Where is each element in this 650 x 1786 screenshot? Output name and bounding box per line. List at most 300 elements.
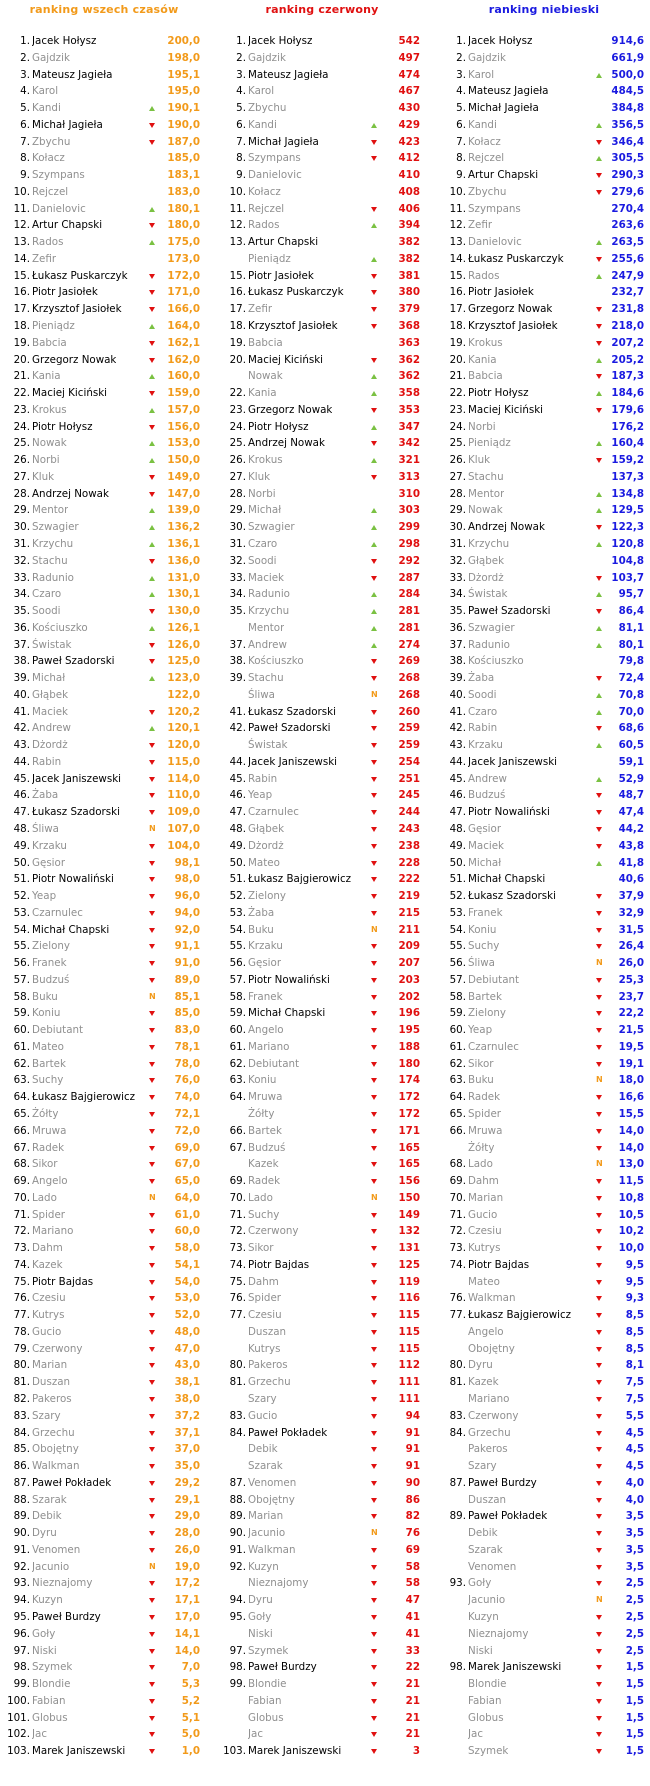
triangle-up-icon: [149, 592, 155, 597]
player-score: 207,2: [611, 336, 644, 349]
player-name: Stachu: [32, 554, 68, 567]
rank-number: 2.: [456, 51, 466, 64]
rank-number: 103.: [7, 1745, 30, 1758]
player-name: Kuzyn: [248, 1560, 279, 1573]
player-score: 2,5: [625, 1644, 644, 1657]
table-row: [6, 1156, 202, 1173]
table-row: [442, 318, 646, 335]
table-row: [6, 385, 202, 402]
triangle-down-icon: [149, 1347, 155, 1352]
table-row: [442, 804, 646, 821]
player-score: 125: [398, 1258, 420, 1271]
player-score: 429: [398, 118, 420, 131]
triangle-down-icon: [371, 1716, 377, 1721]
player-name: Michał: [32, 672, 66, 685]
player-name: Obojętny: [248, 1493, 295, 1506]
table-row: [442, 33, 646, 50]
player-name: Łukasz Puskarczyk: [468, 252, 564, 265]
triangle-down-icon: [149, 1699, 155, 1704]
player-name: Piotr Jasiołek: [248, 269, 314, 282]
triangle-down-icon: [596, 1514, 602, 1519]
triangle-up-icon: [596, 73, 602, 78]
player-score: 179,6: [611, 403, 644, 416]
rank-number: 73.: [229, 1242, 246, 1255]
table-row: [6, 1056, 202, 1073]
triangle-down-icon: [371, 1632, 377, 1637]
rank-number: 49.: [13, 839, 30, 852]
triangle-up-icon: [596, 861, 602, 866]
table-row: [222, 838, 422, 855]
player-score: 47,4: [618, 806, 644, 819]
player-name: Nowak: [32, 437, 67, 450]
table-row: [6, 1240, 202, 1257]
player-name: Zefir: [32, 252, 57, 265]
player-score: 190,1: [167, 102, 200, 115]
rank-number: 31.: [13, 537, 30, 550]
rank-number: 60.: [13, 1024, 30, 1037]
table-row: [222, 150, 422, 167]
table-row: [442, 754, 646, 771]
player-name: Blondie: [248, 1678, 287, 1691]
player-score: 64,0: [174, 1191, 200, 1204]
player-score: 26,0: [174, 1543, 200, 1556]
player-name: Kościuszko: [248, 655, 304, 668]
player-score: 172: [398, 1091, 420, 1104]
table-row: [442, 1106, 646, 1123]
rank-number: 87.: [13, 1476, 30, 1489]
player-name: Łukasz Szadorski: [32, 806, 120, 819]
player-name: Radek: [468, 1091, 501, 1104]
player-score: 54,1: [174, 1258, 200, 1271]
player-score: 542: [398, 35, 420, 47]
triangle-down-icon: [596, 978, 602, 983]
player-score: 8,5: [625, 1342, 644, 1355]
triangle-down-icon: [596, 894, 602, 899]
player-name: Michał: [468, 856, 502, 869]
player-score: 1,5: [625, 1711, 644, 1724]
rank-number: 9.: [456, 169, 466, 182]
player-score: 125,0: [167, 655, 200, 668]
triangle-up-icon: [371, 425, 377, 430]
player-score: 28,0: [174, 1527, 200, 1540]
player-score: 356,5: [611, 118, 644, 131]
table-row: [222, 586, 422, 603]
player-score: 347: [398, 420, 420, 433]
player-score: 94: [405, 1409, 420, 1422]
table-row: [6, 1022, 202, 1039]
player-score: 914,6: [611, 35, 644, 47]
triangle-down-icon: [371, 1330, 377, 1335]
table-row: [222, 1207, 422, 1224]
table-row: [222, 1626, 422, 1643]
table-row: [222, 653, 422, 670]
rank-number: 67.: [229, 1141, 246, 1154]
table-row: [222, 972, 422, 989]
player-name: Łukasz Puskarczyk: [32, 269, 128, 282]
player-score: 136,0: [167, 554, 200, 567]
player-score: 26,0: [618, 957, 644, 970]
rank-number: 19.: [13, 336, 30, 349]
triangle-down-icon: [596, 1380, 602, 1385]
triangle-up-icon: [596, 542, 602, 547]
triangle-up-icon: [149, 207, 155, 212]
new-entry-icon: N: [149, 1561, 156, 1571]
table-row: [442, 1274, 646, 1291]
table-row: [442, 1039, 646, 1056]
player-score: 70,8: [618, 688, 644, 701]
player-name: Artur Chapski: [248, 236, 319, 249]
player-name: Krokus: [32, 403, 67, 416]
player-name: Grzechu: [32, 1426, 75, 1439]
triangle-down-icon: [149, 1498, 155, 1503]
triangle-down-icon: [149, 1649, 155, 1654]
player-score: 384,8: [611, 102, 644, 115]
table-row: [6, 1324, 202, 1341]
table-row: [222, 804, 422, 821]
player-name: Zielony: [468, 1007, 507, 1020]
triangle-down-icon: [149, 1665, 155, 1670]
table-row: [442, 1525, 646, 1542]
rank-number: 61.: [449, 1040, 466, 1053]
triangle-down-icon: [596, 257, 602, 262]
rank-number: 60.: [229, 1024, 246, 1037]
player-score: 17,1: [174, 1594, 200, 1607]
triangle-up-icon: [596, 441, 602, 446]
player-name: Michał: [248, 504, 282, 517]
table-row: [442, 1140, 646, 1157]
player-score: 259: [398, 722, 420, 735]
triangle-down-icon: [149, 844, 155, 849]
table-row: [442, 385, 646, 402]
player-name: Piotr Bajdas: [468, 1258, 530, 1271]
triangle-down-icon: [371, 1296, 377, 1301]
table-row: [442, 905, 646, 922]
rank-number: 71.: [229, 1208, 246, 1221]
player-name: Czerwony: [32, 1342, 83, 1355]
player-name: Mariano: [32, 1225, 74, 1238]
table-row: [222, 1257, 422, 1274]
player-score: 37,0: [174, 1443, 200, 1456]
player-name: Czesiu: [468, 1225, 502, 1238]
player-name: Yeap: [468, 1024, 493, 1037]
table-row: [442, 771, 646, 788]
player-name: Szary: [468, 1460, 497, 1473]
player-name: Radek: [32, 1141, 65, 1154]
triangle-down-icon: [596, 576, 602, 581]
triangle-up-icon: [371, 257, 377, 262]
player-score: 116: [398, 1292, 420, 1305]
player-score: 157,0: [167, 403, 200, 416]
player-score: 19,1: [618, 1057, 644, 1070]
player-score: 29,1: [174, 1493, 200, 1506]
player-name: Andrzej Nowak: [32, 487, 109, 500]
triangle-down-icon: [149, 492, 155, 497]
rank-number: 92.: [229, 1560, 246, 1573]
player-score: 91,0: [174, 957, 200, 970]
triangle-up-icon: [596, 710, 602, 715]
triangle-down-icon: [596, 1213, 602, 1218]
player-score: 5,2: [181, 1694, 200, 1707]
table-row: [6, 771, 202, 788]
player-name: Kania: [32, 370, 61, 383]
table-row: [6, 1441, 202, 1458]
triangle-up-icon: [596, 592, 602, 597]
player-name: Grzegorz Nowak: [32, 353, 117, 366]
player-name: Czaro: [248, 537, 278, 550]
player-score: 1,5: [625, 1661, 644, 1674]
player-name: Żółty: [32, 1108, 59, 1120]
table-row: [442, 821, 646, 838]
player-score: 19,0: [174, 1560, 200, 1573]
player-score: 29,2: [174, 1476, 200, 1489]
player-score: 394: [398, 219, 420, 232]
player-name: Mruwa: [32, 1124, 67, 1137]
rank-number: 95.: [229, 1610, 246, 1623]
player-name: Venomen: [248, 1476, 297, 1489]
triangle-down-icon: [371, 1514, 377, 1519]
triangle-up-icon: [149, 374, 155, 379]
player-name: Jacunio: [468, 1594, 506, 1607]
player-score: 85,1: [174, 990, 200, 1003]
table-row: [442, 855, 646, 872]
player-score: 114,0: [167, 772, 200, 785]
player-score: 112: [398, 1359, 420, 1372]
player-name: Czerwony: [248, 1225, 299, 1238]
player-score: 279,6: [611, 185, 644, 198]
player-score: 78,1: [174, 1040, 200, 1053]
rank-number: 32.: [13, 554, 30, 567]
player-name: Pieniądz: [32, 320, 75, 333]
triangle-down-icon: [149, 1330, 155, 1335]
player-name: Rados: [248, 219, 280, 232]
player-score: 406: [398, 202, 420, 215]
player-score: 98,1: [174, 856, 200, 869]
rank-number: 4.: [20, 85, 30, 98]
player-name: Paweł Szadorski: [468, 605, 551, 618]
player-name: Niski: [32, 1644, 57, 1657]
player-name: Mruwa: [248, 1091, 283, 1104]
table-row: [6, 1274, 202, 1291]
table-row: [442, 83, 646, 100]
player-name: Budzuś: [468, 789, 506, 802]
player-score: 1,5: [625, 1728, 644, 1741]
rank-number: 97.: [229, 1644, 246, 1657]
player-score: 10,5: [618, 1208, 644, 1221]
player-name: Marek Janiszewski: [248, 1745, 342, 1758]
table-row: [442, 1575, 646, 1592]
player-name: Stachu: [468, 470, 504, 483]
triangle-up-icon: [149, 458, 155, 463]
table-row: [6, 134, 202, 151]
player-score: 129,5: [611, 504, 644, 517]
new-entry-icon: N: [371, 689, 378, 699]
triangle-down-icon: [596, 1431, 602, 1436]
table-row: [442, 536, 646, 553]
rank-number: 41.: [449, 705, 466, 718]
rank-number: 65.: [449, 1108, 466, 1120]
triangle-down-icon: [371, 1498, 377, 1503]
rank-number: 34.: [13, 588, 30, 601]
player-score: 76,0: [174, 1074, 200, 1087]
new-entry-icon: N: [149, 1192, 156, 1202]
player-name: Budzuś: [32, 973, 70, 986]
triangle-down-icon: [596, 1665, 602, 1670]
player-score: 37,1: [174, 1426, 200, 1439]
player-score: 195,0: [167, 85, 200, 98]
table-row: [442, 368, 646, 385]
table-row: [442, 67, 646, 84]
rank-number: 68.: [13, 1158, 30, 1171]
ranking-title: ranking wszech czasów: [29, 3, 179, 16]
player-score: 4,5: [625, 1426, 644, 1439]
player-score: 98,0: [174, 873, 200, 886]
table-row: [222, 905, 422, 922]
player-name: Karol: [248, 85, 275, 98]
player-score: 363: [398, 336, 420, 349]
player-score: 2,5: [625, 1577, 644, 1590]
rank-number: 12.: [449, 219, 466, 232]
triangle-down-icon: [149, 1481, 155, 1486]
rank-number: 1.: [20, 35, 30, 47]
table-row: [222, 1575, 422, 1592]
player-score: 160,4: [611, 437, 644, 450]
table-row: [442, 787, 646, 804]
triangle-down-icon: [371, 710, 377, 715]
player-name: Marek Janiszewski: [32, 1745, 126, 1758]
player-score: 173,0: [167, 252, 200, 265]
player-score: 122,0: [167, 688, 200, 701]
player-score: 164,0: [167, 320, 200, 333]
player-name: Śliwa: [468, 957, 495, 970]
rank-number: 5.: [456, 102, 466, 115]
triangle-down-icon: [371, 861, 377, 866]
table-row: [6, 419, 202, 436]
triangle-down-icon: [371, 1129, 377, 1134]
rank-number: 30.: [229, 521, 246, 534]
player-name: Rabin: [468, 722, 498, 735]
player-score: 292: [398, 554, 420, 567]
player-score: 47: [405, 1594, 420, 1607]
player-name: Żaba: [468, 672, 495, 685]
player-score: 244: [398, 806, 420, 819]
player-name: Kania: [248, 387, 277, 400]
triangle-up-icon: [371, 223, 377, 228]
triangle-down-icon: [371, 1414, 377, 1419]
triangle-down-icon: [371, 810, 377, 815]
table-row: [6, 989, 202, 1006]
table-row: [222, 1441, 422, 1458]
triangle-down-icon: [371, 1363, 377, 1368]
triangle-up-icon: [596, 643, 602, 648]
player-score: 3: [412, 1745, 420, 1758]
rank-number: 62.: [13, 1057, 30, 1070]
rank-number: 26.: [13, 454, 30, 467]
table-row: [6, 1726, 202, 1743]
rank-number: 7.: [456, 135, 466, 148]
rank-number: 24.: [13, 420, 30, 433]
rank-number: 6.: [236, 118, 246, 131]
player-name: Debiutant: [248, 1057, 300, 1070]
table-row: [442, 1475, 646, 1492]
rank-number: 63.: [229, 1074, 246, 1087]
rank-number: 57.: [229, 973, 246, 986]
new-entry-icon: N: [149, 991, 156, 1001]
player-name: Łukasz Szadorski: [248, 705, 336, 718]
rank-number: 27.: [229, 470, 246, 483]
player-score: 8,5: [625, 1309, 644, 1322]
triangle-down-icon: [596, 1749, 602, 1754]
player-score: 85,0: [174, 1007, 200, 1020]
triangle-down-icon: [149, 659, 155, 664]
player-score: 156: [398, 1175, 420, 1188]
rank-number: 70.: [229, 1191, 246, 1204]
player-name: Jac: [32, 1728, 48, 1741]
player-name: Czaro: [32, 588, 62, 601]
triangle-up-icon: [149, 408, 155, 413]
player-name: Rabin: [248, 772, 278, 785]
triangle-down-icon: [149, 609, 155, 614]
player-name: Franek: [248, 990, 283, 1003]
rank-number: 20.: [449, 353, 466, 366]
table-row: [6, 553, 202, 570]
player-name: Kołacz: [32, 152, 65, 165]
player-score: 172,0: [167, 269, 200, 282]
table-row: [442, 452, 646, 469]
player-name: Lado: [32, 1191, 57, 1204]
rank-number: 88.: [229, 1493, 246, 1506]
triangle-down-icon: [371, 1263, 377, 1268]
player-score: 368: [398, 320, 420, 333]
triangle-down-icon: [371, 1581, 377, 1586]
rank-number: 60.: [449, 1024, 466, 1037]
triangle-up-icon: [371, 508, 377, 513]
triangle-down-icon: [371, 777, 377, 782]
player-name: Maciek: [32, 705, 69, 718]
triangle-down-icon: [596, 408, 602, 413]
player-score: 60,5: [618, 739, 644, 752]
player-score: 9,5: [625, 1275, 644, 1288]
triangle-up-icon: [371, 609, 377, 614]
player-name: Mariano: [248, 1040, 290, 1053]
player-name: Sikor: [248, 1242, 274, 1255]
rank-number: 32.: [449, 554, 466, 567]
player-score: 91: [405, 1460, 420, 1473]
table-row: [222, 419, 422, 436]
ranking-red: [222, 0, 422, 1760]
player-name: Łukasz Bajgierowicz: [468, 1309, 572, 1322]
triangle-down-icon: [371, 1280, 377, 1285]
player-score: 166,0: [167, 303, 200, 316]
table-row: [222, 1726, 422, 1743]
rank-number: 88.: [13, 1493, 30, 1506]
player-score: 119: [398, 1275, 420, 1288]
table-row: [6, 452, 202, 469]
triangle-down-icon: [371, 659, 377, 664]
player-name: Norbi: [468, 420, 496, 433]
rank-number: 83.: [13, 1409, 30, 1422]
player-name: Gucio: [32, 1325, 62, 1338]
triangle-down-icon: [149, 810, 155, 815]
player-score: 8,5: [625, 1325, 644, 1338]
player-score: 38,1: [174, 1376, 200, 1389]
triangle-down-icon: [149, 1129, 155, 1134]
triangle-up-icon: [596, 156, 602, 161]
player-score: 165: [398, 1141, 420, 1154]
table-row: [442, 1643, 646, 1660]
player-name: Piotr Hołysz: [468, 387, 529, 400]
player-score: 298: [398, 537, 420, 550]
triangle-down-icon: [149, 341, 155, 346]
